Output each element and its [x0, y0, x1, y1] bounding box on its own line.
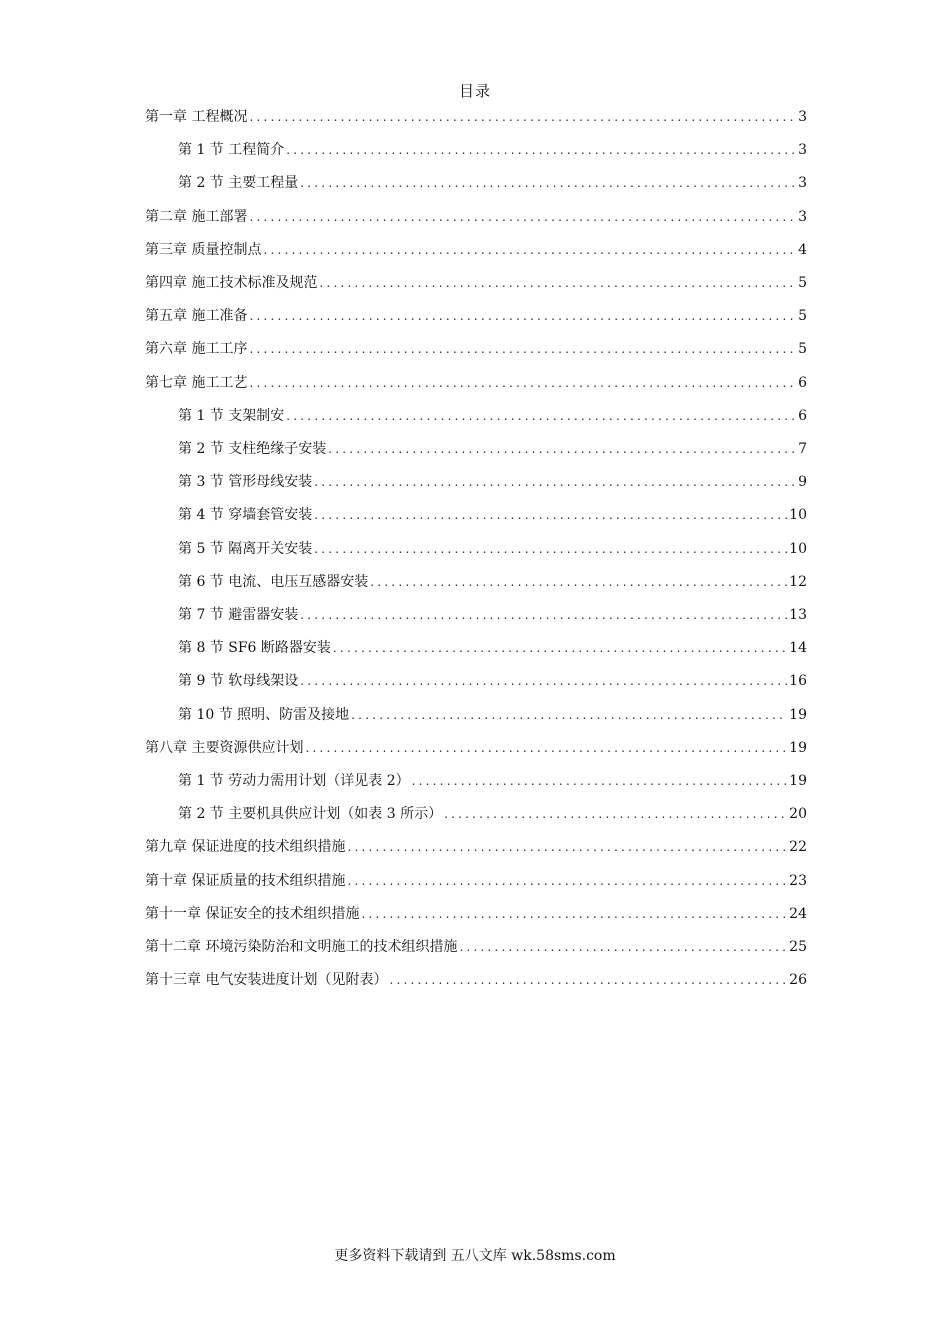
toc-chapter-entry[interactable]	[145, 234, 807, 267]
toc-page-number: 3	[798, 109, 807, 125]
toc-entry-label: 第二章 施工部署	[145, 209, 248, 225]
toc-page-number: 24	[789, 906, 807, 922]
toc-dot-leader	[249, 333, 796, 366]
toc-entry-label: 第 1 节 支架制安	[178, 408, 285, 424]
toc-entry-label: 第四章 施工技术标准及规范	[145, 275, 318, 291]
toc-page-number: 25	[789, 939, 807, 955]
toc-section-entry[interactable]	[178, 167, 807, 200]
toc-page-number: 20	[789, 806, 807, 822]
toc-dot-leader	[412, 765, 788, 798]
toc-chapter-entry[interactable]	[145, 732, 807, 765]
toc-page-number: 5	[798, 341, 807, 357]
toc-dot-leader	[459, 931, 787, 964]
toc-page-number: 3	[798, 142, 807, 158]
toc-chapter-entry[interactable]	[145, 831, 807, 864]
toc-page-number: 10	[789, 507, 807, 523]
toc-entry-label: 第 8 节 SF6 断路器安装	[178, 640, 331, 656]
toc-entry-label: 第 2 节 主要机具供应计划（如表 3 所示）	[178, 806, 443, 822]
toc-chapter-entry[interactable]	[145, 964, 807, 997]
toc-section-entry[interactable]	[178, 134, 807, 167]
toc-page-number: 6	[798, 408, 807, 424]
toc-dot-leader	[263, 234, 796, 267]
toc-entry-label: 第七章 施工工艺	[145, 375, 248, 391]
toc-entry-label: 第 2 节 支柱绝缘子安装	[178, 441, 327, 457]
toc-page-number: 19	[789, 740, 807, 756]
toc-entry-label: 第十二章 环境污染防治和文明施工的技术组织措施	[145, 939, 458, 955]
toc-page-number: 9	[798, 474, 807, 490]
toc-section-entry[interactable]	[178, 400, 807, 433]
toc-dot-leader	[314, 499, 787, 532]
toc-entry-label: 第 1 节 工程简介	[178, 142, 285, 158]
toc-chapter-entry[interactable]	[145, 201, 807, 234]
toc-entry-label: 第十三章 电气安装进度计划（见附表）	[145, 972, 388, 988]
toc-dot-leader	[300, 599, 787, 632]
toc-page-number: 26	[789, 972, 807, 988]
toc-dot-leader	[319, 267, 796, 300]
toc-dot-leader	[351, 699, 787, 732]
toc-dot-leader	[249, 300, 796, 333]
toc-dot-leader	[389, 964, 787, 997]
toc-section-entry[interactable]	[178, 632, 807, 665]
toc-chapter-entry[interactable]	[145, 367, 807, 400]
toc-entry-label: 第 3 节 管形母线安装	[178, 474, 313, 490]
toc-page-number: 19	[789, 773, 807, 789]
toc-entry-label: 第 1 节 劳动力需用计划（详见表 2）	[178, 773, 410, 789]
toc-section-entry[interactable]	[178, 798, 807, 831]
toc-dot-leader	[328, 433, 796, 466]
toc-dot-leader	[249, 201, 796, 234]
toc-section-entry[interactable]	[178, 466, 807, 499]
toc-dot-leader	[444, 798, 787, 831]
toc-section-entry[interactable]	[178, 533, 807, 566]
toc-entry-label: 第九章 保证进度的技术组织措施	[145, 839, 346, 855]
toc-page-number: 4	[798, 242, 807, 258]
toc-dot-leader	[286, 134, 796, 167]
toc-dot-leader	[361, 898, 787, 931]
footer-download-note: 更多资料下载请到 五八文库 wk.58sms.com	[334, 1248, 616, 1264]
toc-page-number: 5	[798, 275, 807, 291]
toc-dot-leader	[249, 367, 796, 400]
toc-dot-leader	[249, 101, 796, 134]
toc-section-entry[interactable]	[178, 499, 807, 532]
toc-chapter-entry[interactable]	[145, 101, 807, 134]
toc-page-number: 5	[798, 308, 807, 324]
toc-entry-label: 第 5 节 隔离开关安装	[178, 541, 313, 557]
toc-section-entry[interactable]	[178, 566, 807, 599]
toc-dot-leader	[347, 831, 787, 864]
toc-chapter-entry[interactable]	[145, 931, 807, 964]
toc-chapter-entry[interactable]	[145, 300, 807, 333]
toc-entry-label: 第三章 质量控制点	[145, 242, 262, 258]
toc-chapter-entry[interactable]	[145, 898, 807, 931]
toc-page-number: 3	[798, 209, 807, 225]
toc-dot-leader	[314, 533, 787, 566]
toc-page-number: 12	[789, 574, 807, 590]
toc-dot-leader	[305, 732, 787, 765]
toc-entry-label: 第十一章 保证安全的技术组织措施	[145, 906, 360, 922]
toc-section-entry[interactable]	[178, 765, 807, 798]
toc-entry-label: 第 2 节 主要工程量	[178, 175, 299, 191]
toc-entry-label: 第六章 施工工序	[145, 341, 248, 357]
toc-entry-label: 第八章 主要资源供应计划	[145, 740, 304, 756]
toc-section-entry[interactable]	[178, 599, 807, 632]
toc-page-number: 6	[798, 375, 807, 391]
toc-page-number: 14	[789, 640, 807, 656]
toc-page-number: 19	[789, 707, 807, 723]
toc-dot-leader	[300, 665, 787, 698]
toc-chapter-entry[interactable]	[145, 333, 807, 366]
toc-page-number: 16	[789, 673, 807, 689]
toc-page-number: 7	[798, 441, 807, 457]
toc-entry-label: 第 9 节 软母线架设	[178, 673, 299, 689]
toc-dot-leader	[300, 167, 796, 200]
toc-page-number: 23	[789, 873, 807, 889]
toc-page-number: 22	[789, 839, 807, 855]
toc-entry-label: 第 7 节 避雷器安装	[178, 607, 299, 623]
toc-section-entry[interactable]	[178, 433, 807, 466]
toc-dot-leader	[347, 865, 787, 898]
toc-entry-label: 第十章 保证质量的技术组织措施	[145, 873, 346, 889]
toc-entry-label: 第五章 施工准备	[145, 308, 248, 324]
toc-page-number: 3	[798, 175, 807, 191]
toc-entry-label: 第 4 节 穿墙套管安装	[178, 507, 313, 523]
toc-title: 目录	[458, 82, 491, 100]
toc-dot-leader	[370, 566, 787, 599]
toc-dot-leader	[333, 632, 787, 665]
toc-dot-leader	[314, 466, 796, 499]
toc-chapter-entry[interactable]	[145, 267, 807, 300]
toc-entry-label: 第 6 节 电流、电压互感器安装	[178, 574, 369, 590]
toc-dot-leader	[286, 400, 796, 433]
toc-entry-label: 第 10 节 照明、防雷及接地	[178, 707, 350, 723]
toc-section-entry[interactable]	[178, 699, 807, 732]
toc-section-entry[interactable]	[178, 665, 807, 698]
toc-entry-label: 第一章 工程概况	[145, 109, 248, 125]
toc-page-number: 13	[789, 607, 807, 623]
toc-page-number: 10	[789, 541, 807, 557]
toc-chapter-entry[interactable]	[145, 865, 807, 898]
